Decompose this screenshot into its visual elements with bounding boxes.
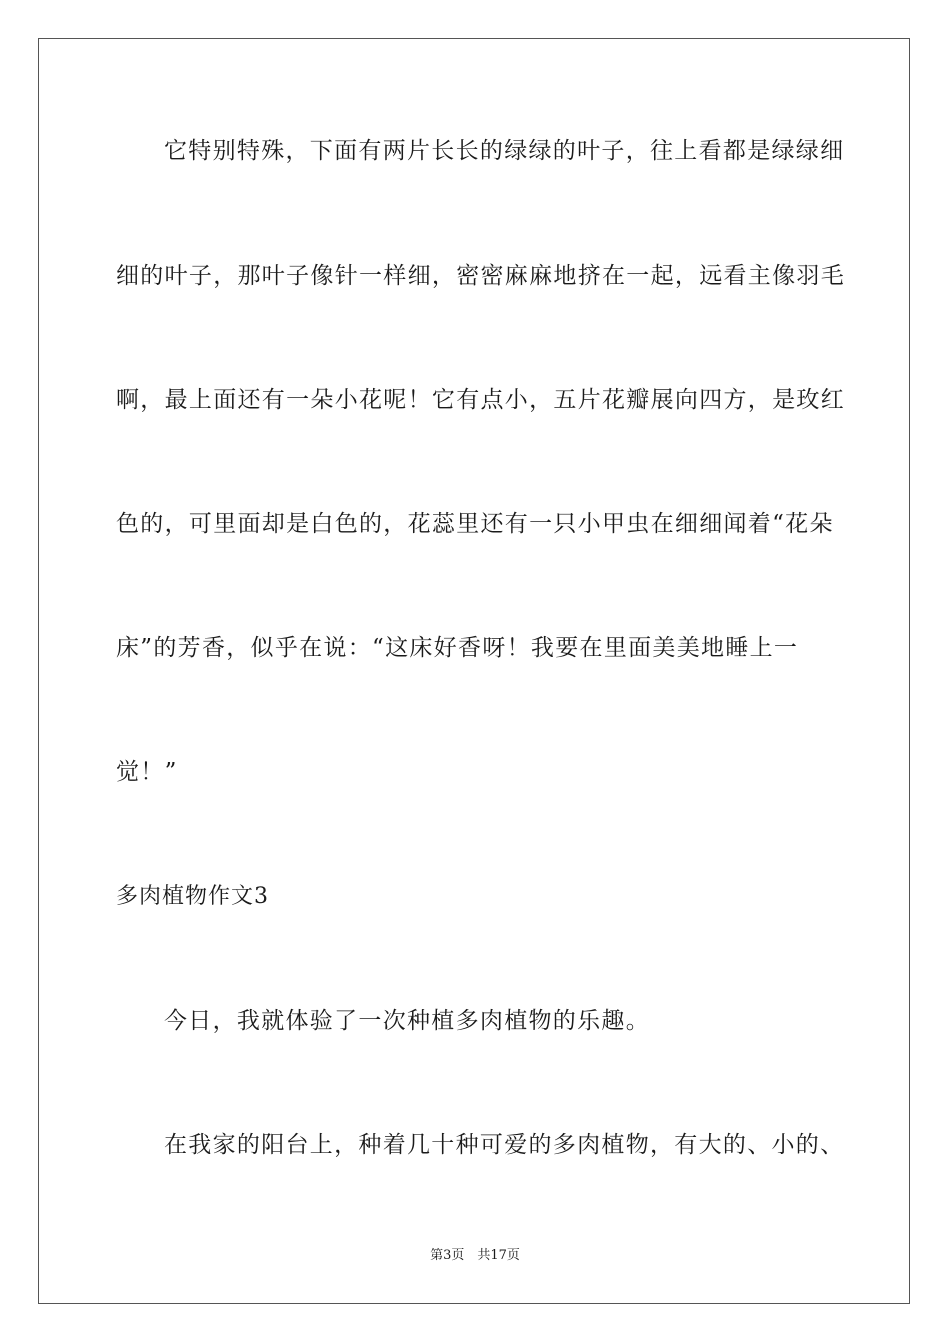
paragraph-line: 床”的芳香，似乎在说：“这床好香呀！我要在里面美美地睡上一 — [116, 635, 799, 661]
paragraph-line: 它特别特殊，下面有两片长长的绿绿的叶子，往上看都是绿绿细 — [164, 138, 845, 164]
paragraph-line: 在我家的阳台上，种着几十种可爱的多肉植物，有大的、小的、 — [164, 1132, 845, 1158]
page-frame — [38, 38, 910, 1304]
paragraph-line: 啊，最上面还有一朵小花呢！它有点小，五片花瓣展向四方，是玫红 — [116, 387, 845, 413]
paragraph-line: 色的，可里面却是白色的，花蕊里还有一只小甲虫在细细闻着“花朵 — [116, 511, 834, 537]
page-number: 第3页 共17页 — [430, 1248, 520, 1263]
paragraph-line: 觉！” — [116, 759, 178, 785]
paragraph-line: 今日，我就体验了一次种植多肉植物的乐趣。 — [164, 1008, 650, 1034]
paragraph-line: 细的叶子，那叶子像针一样细，密密麻麻地挤在一起，远看主像羽毛 — [116, 263, 845, 289]
section-heading: 多肉植物作文3 — [116, 884, 269, 909]
